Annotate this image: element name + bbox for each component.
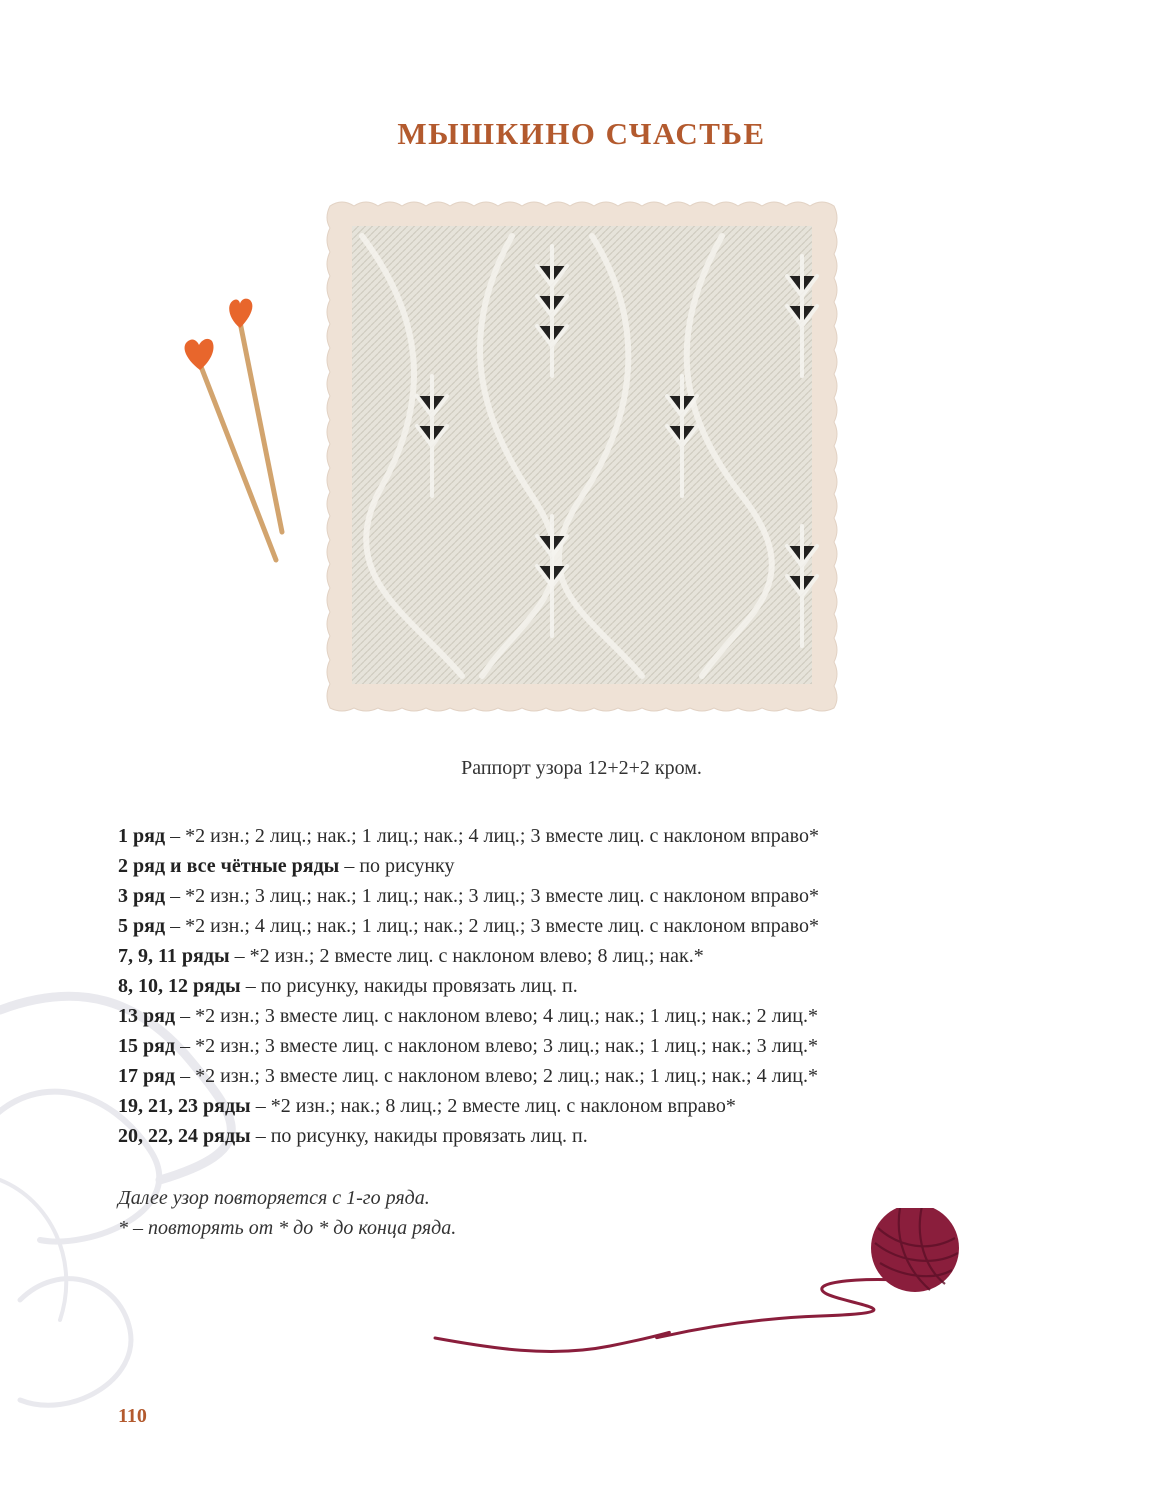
page-number: 110 xyxy=(118,1405,147,1427)
instruction-row: 3 ряд – *2 изн.; 3 лиц.; нак.; 1 лиц.; нак.; 3 лиц.; 3 вместе лиц. с наклоном вправо* xyxy=(118,885,819,907)
knit-swatch-photo xyxy=(322,196,842,716)
yarn-ball-illustration xyxy=(430,1208,970,1358)
page-title: МЫШКИНО СЧАСТЬЕ xyxy=(397,116,766,151)
instruction-row: 13 ряд – *2 изн.; 3 вместе лиц. с наклоном влево; 4 лиц.; нак.; 1 лиц.; нак.; 2 лиц.* xyxy=(118,1005,818,1027)
pattern-notes xyxy=(118,1183,456,1243)
instruction-row: 8, 10, 12 ряды – по рисунку, накиды провязать лиц. п. xyxy=(118,975,578,997)
instruction-row: 5 ряд – *2 изн.; 4 лиц.; нак.; 1 лиц.; нак.; 2 лиц.; 3 вместе лиц. с наклоном вправо* xyxy=(118,915,819,937)
instruction-row: 20, 22, 24 ряды – по рисунку, накиды провязать лиц. п. xyxy=(118,1125,588,1147)
instruction-row: 7, 9, 11 ряды – *2 изн.; 2 вместе лиц. с наклоном влево; 8 лиц.; нак.* xyxy=(118,945,704,967)
heart-icon xyxy=(185,339,214,370)
heart-icon xyxy=(229,299,252,328)
knitting-needles-illustration xyxy=(170,292,300,572)
instruction-row: 17 ряд – *2 изн.; 3 вместе лиц. с наклоном влево; 2 лиц.; нак.; 1 лиц.; нак.; 4 лиц.* xyxy=(118,1065,818,1087)
row-instructions xyxy=(118,821,1018,1151)
pattern-repeat-caption: Раппорт узора 12+2+2 кром. xyxy=(461,757,702,779)
instruction-row: 19, 21, 23 ряды – *2 изн.; нак.; 8 лиц.; 2 вместе лиц. с наклоном вправо* xyxy=(118,1095,736,1117)
instruction-row: 1 ряд – *2 изн.; 2 лиц.; нак.; 1 лиц.; нак.; 4 лиц.; 3 вместе лиц. с наклоном вправо* xyxy=(118,825,819,847)
instruction-row: 15 ряд – *2 изн.; 3 вместе лиц. с наклоном влево; 3 лиц.; нак.; 1 лиц.; нак.; 3 лиц.* xyxy=(118,1035,818,1057)
instruction-row: 2 ряд и все чётные ряды – по рисунку xyxy=(118,855,455,877)
repeat-note: Далее узор повторяется с 1-го ряда. xyxy=(118,1187,430,1209)
asterisk-note: * – повторять от * до * до конца ряда. xyxy=(118,1217,457,1239)
